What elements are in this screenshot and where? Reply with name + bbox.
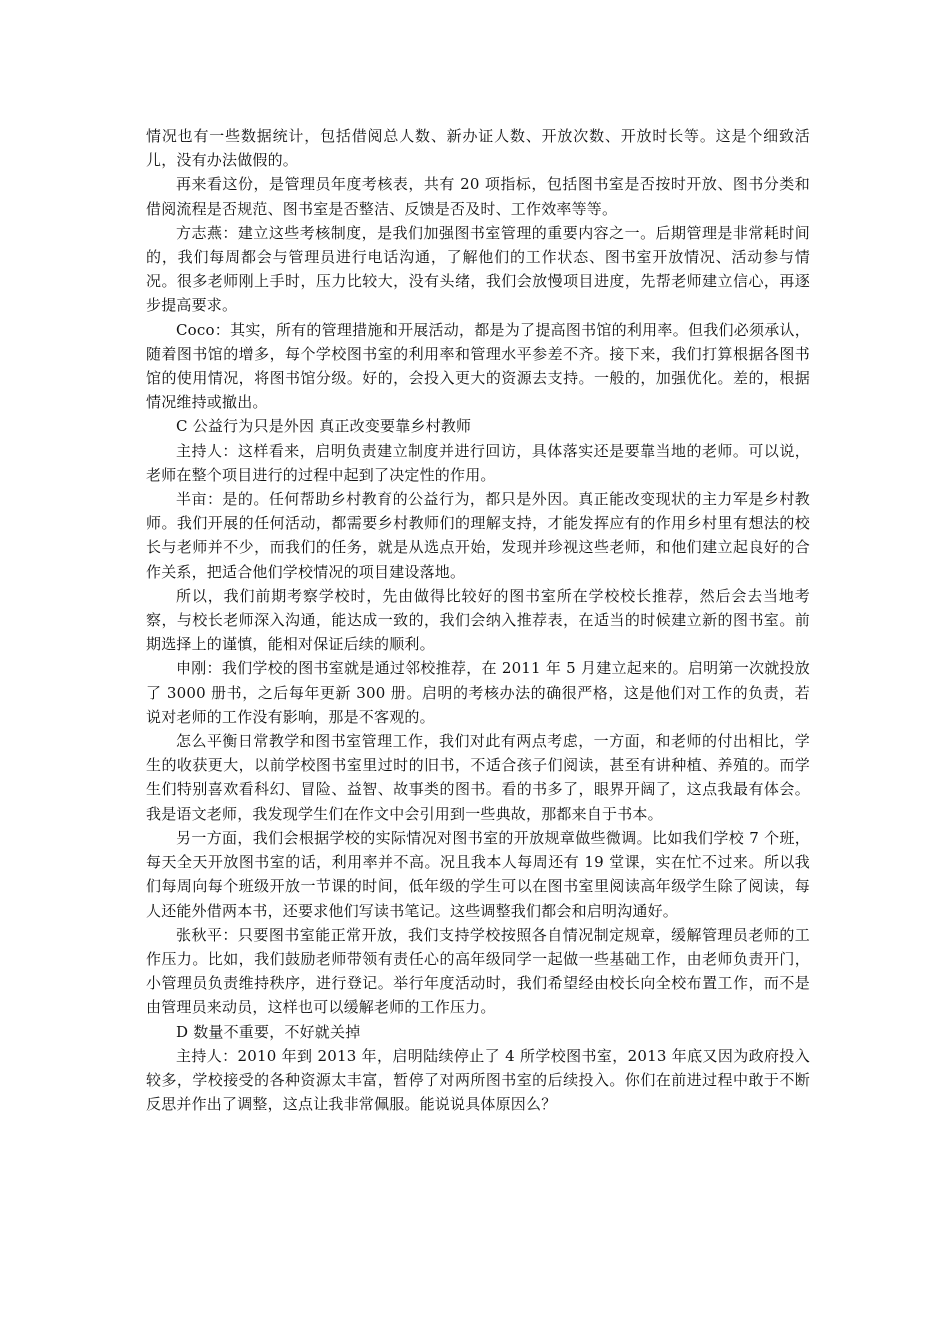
paragraph-2: 再来看这份，是管理员年度考核表，共有 20 项指标，包括图书室是否按时开放、图书分类和借阅流程是否规范、图书室是否整洁、反馈是否及时、工作效率等等。 [146,175,810,218]
paragraph-8: 所以，我们前期考察学校时，先由做得比较好的图书室所在学校校长推荐，然后会去当地考察，与校长老师深入沟通，能达成一致的，我们会纳入推荐表，在适当的时候建立新的图书室。前期选择上的谨慎，能相对保证后续的顺利。 [146,586,810,654]
section-heading-d: D 数量不重要，不好就关掉 [176,1022,361,1041]
section-heading-c: C 公益行为只是外因 真正改变要靠乡村教师 [176,417,472,436]
paragraph-9: 申刚：我们学校的图书室就是通过邻校推荐，在 2011 年 5 月建立起来的。启明第一次就投放了 3000 册书，之后每年更新 300 册。启明的考核办法的确很严格，这是他们对工作的负责，若说对老师的工作没有影响，那是不客观的。 [146,659,810,726]
paragraph-14: 主持人：2010 年到 2013 年，启明陆续停止了 4 所学校图书室，2013 年底又因为政府投入较多，学校接受的各种资源太丰富，暂停了对两所图书室的后续投入。你们在前进过程中敢于不断反思并作出了调整，这点让我非常佩服。能说说具体原因么？ [146,1046,810,1114]
document-page [146,124,810,1116]
paragraph-3: 方志燕：建立这些考核制度，是我们加强图书室管理的重要内容之一。后期管理是非常耗时间的，我们每周都会与管理员进行电话沟通，了解他们的工作状态、图书室开放情况、活动参与情况。很多老师刚上手时，压力比较大，没有头绪，我们会放慢项目进度，先帮老师建立信心，再逐步提高要求。 [146,223,810,315]
paragraph-10: 怎么平衡日常教学和图书室管理工作，我们对此有两点考虑，一方面，和老师的付出相比，学生的收获更大，以前学校图书室里过时的旧书，不适合孩子们阅读，甚至有讲种植、养殖的。而学生们特别喜欢看科幻、冒险、益智、故事类的图书。看的书多了，眼界开阔了，这点我最有体会。我是语文老师，我发现学生们在作文中会引用到一些典故，那都来自于书本。 [146,732,810,823]
paragraph-7: 半亩：是的。任何帮助乡村教育的公益行为，都只是外因。真正能改变现状的主力军是乡村教师。我们开展的任何活动，都需要乡村教师们的理解支持，才能发挥应有的作用乡村里有想法的校长与老师并不少，而我们的任务，就是从选点开始，发现并珍视这些老师，和他们建立起良好的合作关系，把适合他们学校情况的项目建设落地。 [146,490,810,581]
paragraph-6: 主持人：这样看来，启明负责建立制度并进行回访，具体落实还是要靠当地的老师。可以说，老师在整个项目进行的过程中起到了决定性的作用。 [146,441,810,484]
paragraph-1: 情况也有一些数据统计，包括借阅总人数、新办证人数、开放次数、开放时长等。这是个细致活儿，没有办法做假的。 [146,127,810,170]
paragraph-4: Coco：其实，所有的管理措施和开展活动，都是为了提高图书馆的利用率。但我们必须承认，随着图书馆的增多，每个学校图书室的利用率和管理水平参差不齐。接下来，我们打算根据各图书馆的使用情况，将图书馆分级。好的，会投入更大的资源去支持。一般的，加强优化。差的，根据情况维持或撤出。 [146,320,810,412]
paragraph-11: 另一方面，我们会根据学校的实际情况对图书室的开放规章做些微调。比如我们学校 7 个班，每天全天开放图书室的话，利用率并不高。况且我本人每周还有 19 堂课，实在忙不过来。所以我们每周向每个班级开放一节课的时间，低年级的学生可以在图书室里阅读高年级学生除了阅读，每人还能外借两本书，还要求他们写读书笔记。这些调整我们都会和启明沟通好。 [146,828,810,920]
paragraph-12: 张秋平：只要图书室能正常开放，我们支持学校按照各自情况制定规章，缓解管理员老师的工作压力。比如，我们鼓励老师带领有责任心的高年级同学一起做一些基础工作，由老师负责开门，小管理员负责维持秩序，进行登记。举行年度活动时，我们希望经由校长向全校布置工作，而不是由管理员来动员，这样也可以缓解老师的工作压力。 [146,925,810,1017]
